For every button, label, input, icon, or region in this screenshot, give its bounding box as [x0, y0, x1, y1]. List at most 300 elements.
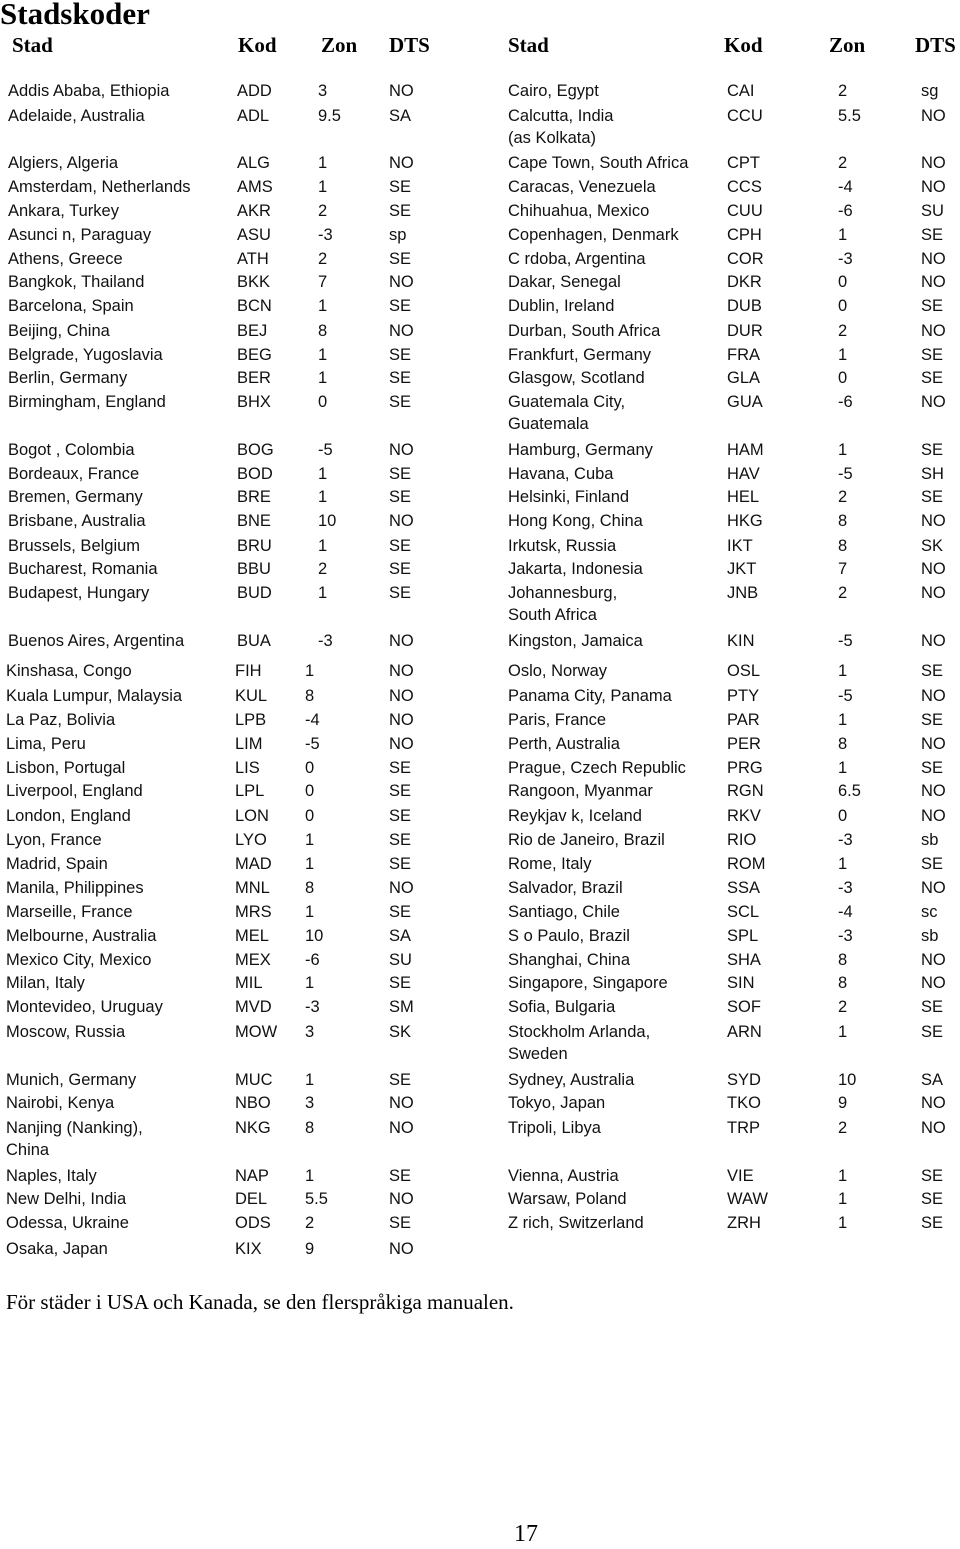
- left-code-text: ATH: [237, 250, 269, 268]
- left-dts-cell: [389, 1190, 414, 1209]
- right-dts-cell: [921, 782, 946, 801]
- left-city-text: Madrid, Spain: [6, 855, 108, 873]
- left-code-cell: [237, 82, 272, 101]
- left-code-cell: [237, 297, 272, 316]
- left-dts-text: SE: [389, 297, 412, 315]
- right-city-cell: [508, 202, 649, 221]
- right-city-text: Rangoon, Myanmar: [508, 782, 653, 800]
- right-dts-cell: [921, 82, 938, 101]
- right-zone-text: -5: [838, 465, 853, 483]
- right-zone-text: 7: [838, 560, 848, 578]
- left-dts-text: SA: [389, 927, 412, 945]
- right-code-cell: [727, 759, 763, 778]
- left-dts-text: SK: [389, 1023, 412, 1041]
- right-code-text: CUU: [727, 202, 763, 220]
- left-city-cell: [6, 1119, 143, 1160]
- left-zone-cell: [305, 951, 320, 970]
- right-city-cell: [508, 903, 620, 922]
- right-dts-cell: [921, 662, 943, 681]
- right-zone-cell: [838, 879, 853, 898]
- left-code-text: LYO: [235, 831, 267, 849]
- left-zone-text: -6: [305, 951, 320, 969]
- right-zone-text: -6: [838, 393, 853, 411]
- left-dts-cell: [389, 807, 411, 826]
- right-dts-cell: [921, 322, 946, 341]
- left-zone-text: 0: [305, 807, 315, 825]
- left-dts-text: NO: [389, 1190, 414, 1208]
- right-dts-cell: [921, 927, 938, 946]
- left-city-text: Belgrade, Yugoslavia: [8, 346, 163, 364]
- left-dts-cell: [389, 1094, 414, 1113]
- left-city-cell: [8, 632, 184, 651]
- left-zone-text: -5: [305, 735, 320, 753]
- left-code-cell: [237, 346, 272, 365]
- right-dts-text: NO: [921, 393, 946, 411]
- right-code-text: SYD: [727, 1071, 761, 1089]
- left-code-text: BUA: [237, 632, 271, 650]
- left-city-cell: [6, 1167, 97, 1186]
- left-city-text: Milan, Italy: [6, 974, 85, 992]
- right-city-text: Prague, Czech Republic: [508, 759, 686, 777]
- right-zone-cell: [838, 903, 853, 922]
- left-city-cell: [8, 297, 134, 316]
- left-city-cell: [6, 903, 133, 922]
- left-code-text: NKG: [235, 1119, 271, 1137]
- right-dts-cell: [921, 711, 943, 730]
- left-zone-text: 1: [318, 584, 328, 602]
- right-dts-cell: [921, 537, 943, 556]
- right-zone-text: 6.5: [838, 782, 861, 800]
- right-city-text: Vienna, Austria: [508, 1167, 619, 1185]
- right-city-cell: [508, 951, 630, 970]
- right-dts-cell: [921, 1023, 943, 1042]
- left-dts-cell: [389, 735, 414, 754]
- left-dts-cell: [389, 202, 411, 221]
- left-city-cell: [8, 560, 158, 579]
- left-code-text: ALG: [237, 154, 271, 172]
- right-code-cell: [727, 369, 760, 388]
- right-city-text: Singapore, Singapore: [508, 974, 668, 992]
- right-zone-cell: [838, 807, 847, 826]
- right-zone-cell: [838, 1023, 847, 1042]
- left-zone-cell: [305, 879, 314, 898]
- right-zone-text: 8: [838, 974, 848, 992]
- left-city-text: Odessa, Ukraine: [6, 1214, 129, 1232]
- left-dts-text: SE: [389, 369, 412, 387]
- right-dts-text: NO: [921, 512, 946, 530]
- left-city-text: Montevideo, Uruguay: [6, 998, 163, 1016]
- left-code-cell: [235, 831, 267, 850]
- left-dts-text: SE: [389, 202, 412, 220]
- left-city-text: London, England: [6, 807, 131, 825]
- right-code-cell: [727, 632, 755, 651]
- left-zone-text: 3: [318, 82, 328, 100]
- left-code-cell: [237, 107, 269, 126]
- right-code-cell: [727, 154, 760, 173]
- left-zone-cell: [318, 226, 333, 245]
- left-zone-cell: [305, 711, 320, 730]
- left-city-text: Melbourne, Australia: [6, 927, 157, 945]
- left-zone-text: 0: [305, 759, 315, 777]
- right-city-text: Glasgow, Scotland: [508, 369, 645, 387]
- left-code-text: NBO: [235, 1094, 271, 1112]
- left-dts-text: NO: [389, 273, 414, 291]
- right-code-text: HAV: [727, 465, 760, 483]
- left-code-text: KUL: [235, 687, 268, 705]
- right-city-continuation: South Africa: [508, 606, 597, 624]
- right-zone-cell: [838, 1190, 847, 1209]
- right-dts-text: NO: [921, 560, 946, 578]
- left-dts-cell: [389, 441, 414, 460]
- right-zone-text: 1: [838, 759, 848, 777]
- left-city-cell: [6, 974, 85, 993]
- right-city-text: Guatemala City,: [508, 393, 626, 411]
- right-zone-cell: [838, 226, 847, 245]
- left-zone-cell: [318, 107, 341, 126]
- right-code-cell: [727, 1071, 761, 1090]
- right-code-text: GLA: [727, 369, 761, 387]
- right-city-cell: [508, 759, 686, 778]
- left-dts-cell: [389, 662, 414, 681]
- right-code-text: FRA: [727, 346, 760, 364]
- left-zone-text: 8: [305, 879, 315, 897]
- left-city-text: Athens, Greece: [8, 250, 123, 268]
- right-code-text: RIO: [727, 831, 757, 849]
- right-city-cell: [508, 178, 656, 197]
- right-city-cell: [508, 537, 616, 556]
- left-city-text: Kinshasa, Congo: [6, 662, 132, 680]
- left-city-cell: [8, 250, 123, 269]
- right-zone-text: 0: [838, 369, 848, 387]
- left-zone-cell: [305, 998, 320, 1017]
- left-code-cell: [235, 662, 262, 681]
- right-city-text: Warsaw, Poland: [508, 1190, 627, 1208]
- right-code-text: SOF: [727, 998, 761, 1016]
- left-city-cell: [6, 807, 131, 826]
- left-dts-text: SM: [389, 998, 414, 1016]
- right-zone-cell: [838, 297, 847, 316]
- left-zone-text: 3: [305, 1094, 315, 1112]
- left-dts-cell: [389, 974, 411, 993]
- right-zone-text: 2: [838, 1119, 848, 1137]
- right-city-text: Rome, Italy: [508, 855, 592, 873]
- right-dts-cell: [921, 632, 946, 651]
- left-code-text: AMS: [237, 178, 273, 196]
- right-dts-cell: [921, 465, 944, 484]
- right-city-continuation: Sweden: [508, 1045, 568, 1063]
- left-zone-cell: [318, 297, 327, 316]
- left-code-cell: [235, 711, 266, 730]
- right-city-cell: [508, 1214, 644, 1233]
- left-zone-text: 1: [318, 465, 328, 483]
- right-dts-text: SE: [921, 441, 944, 459]
- right-zone-cell: [838, 1119, 847, 1138]
- left-city-cell: [6, 927, 156, 946]
- right-code-text: HEL: [727, 488, 760, 506]
- right-dts-cell: [921, 687, 946, 706]
- header-city-left: Stad: [12, 33, 53, 57]
- right-zone-cell: [838, 998, 847, 1017]
- left-dts-text: NO: [389, 441, 414, 459]
- right-code-text: ARN: [727, 1023, 762, 1041]
- right-zone-cell: [838, 178, 853, 197]
- right-code-cell: [727, 465, 760, 484]
- right-city-text: Calcutta, India: [508, 107, 614, 125]
- left-zone-text: -3: [318, 226, 333, 244]
- right-city-cell: [508, 1094, 605, 1113]
- right-code-cell: [727, 441, 764, 460]
- left-city-cell: [8, 512, 146, 531]
- left-dts-cell: [389, 322, 414, 341]
- left-city-cell: [6, 735, 86, 754]
- right-city-cell: [508, 369, 645, 388]
- right-code-cell: [727, 1214, 761, 1233]
- right-code-cell: [727, 107, 763, 126]
- right-city-text: Irkutsk, Russia: [508, 537, 617, 555]
- header-city-right: Stad: [508, 33, 549, 57]
- right-city-cell: [508, 632, 643, 651]
- right-code-text: JKT: [727, 560, 757, 578]
- right-zone-cell: [838, 107, 861, 126]
- left-city-text: Brisbane, Australia: [8, 512, 146, 530]
- left-code-cell: [237, 202, 271, 221]
- left-city-text: Mexico City, Mexico: [6, 951, 152, 969]
- right-code-text: IKT: [727, 537, 753, 555]
- right-dts-text: NO: [921, 322, 946, 340]
- right-zone-text: 1: [838, 711, 848, 729]
- right-zone-cell: [838, 393, 853, 412]
- left-dts-cell: [389, 512, 414, 531]
- right-dts-cell: [921, 584, 946, 603]
- left-zone-cell: [305, 927, 323, 946]
- right-dts-cell: [921, 202, 944, 221]
- left-dts-text: SE: [389, 807, 412, 825]
- right-zone-cell: [838, 735, 847, 754]
- right-dts-text: SH: [921, 465, 944, 483]
- left-city-text: New Delhi, India: [6, 1190, 127, 1208]
- right-zone-text: 1: [838, 855, 848, 873]
- right-zone-text: -3: [838, 879, 853, 897]
- left-city-text: Berlin, Germany: [8, 369, 128, 387]
- left-city-text: Osaka, Japan: [6, 1240, 108, 1258]
- right-city-text: Shanghai, China: [508, 951, 631, 969]
- right-dts-text: NO: [921, 782, 946, 800]
- left-code-cell: [237, 584, 272, 603]
- left-code-cell: [237, 273, 270, 292]
- right-city-cell: [508, 465, 614, 484]
- left-zone-text: 1: [305, 974, 315, 992]
- left-code-text: MAD: [235, 855, 272, 873]
- left-zone-cell: [305, 831, 314, 850]
- left-dts-cell: [389, 584, 411, 603]
- right-code-text: HAM: [727, 441, 764, 459]
- left-code-cell: [235, 1240, 262, 1259]
- left-zone-text: 8: [305, 687, 315, 705]
- right-zone-text: -3: [838, 927, 853, 945]
- left-dts-text: SE: [389, 831, 412, 849]
- right-code-text: WAW: [727, 1190, 768, 1208]
- left-code-text: FIH: [235, 662, 262, 680]
- right-code-text: RGN: [727, 782, 764, 800]
- right-dts-text: NO: [921, 735, 946, 753]
- right-dts-cell: [921, 346, 943, 365]
- right-zone-text: 0: [838, 807, 848, 825]
- right-code-text: SSA: [727, 879, 761, 897]
- right-dts-text: SE: [921, 1023, 944, 1041]
- right-dts-text: SE: [921, 369, 944, 387]
- left-city-text: Lima, Peru: [6, 735, 86, 753]
- left-zone-cell: [318, 273, 327, 292]
- left-city-cell: [8, 488, 143, 507]
- right-code-text: OSL: [727, 662, 761, 680]
- right-dts-cell: [921, 560, 946, 579]
- right-zone-cell: [838, 1071, 856, 1090]
- left-city-text: Munich, Germany: [6, 1071, 137, 1089]
- right-city-cell: [508, 393, 625, 434]
- right-zone-cell: [838, 488, 847, 507]
- right-code-cell: [727, 226, 762, 245]
- right-code-cell: [727, 927, 758, 946]
- right-code-cell: [727, 1094, 761, 1113]
- right-code-cell: [727, 903, 759, 922]
- left-code-text: ADL: [237, 107, 270, 125]
- left-code-text: BER: [237, 369, 271, 387]
- right-code-cell: [727, 951, 761, 970]
- left-dts-text: NO: [389, 154, 414, 172]
- left-code-text: MNL: [235, 879, 270, 897]
- left-zone-text: 0: [305, 782, 315, 800]
- left-dts-cell: [389, 250, 411, 269]
- left-city-cell: [8, 346, 163, 365]
- left-city-cell: [6, 1240, 108, 1259]
- left-dts-cell: [389, 346, 411, 365]
- left-city-cell: [6, 1190, 126, 1209]
- left-zone-cell: [318, 632, 333, 651]
- left-city-text: Algiers, Algeria: [8, 154, 119, 172]
- right-zone-cell: [838, 1167, 847, 1186]
- left-dts-text: NO: [389, 632, 414, 650]
- left-dts-cell: [389, 226, 406, 245]
- right-zone-text: -3: [838, 831, 853, 849]
- left-zone-text: 0: [318, 393, 328, 411]
- right-zone-cell: [838, 154, 847, 173]
- left-city-text: Lyon, France: [6, 831, 102, 849]
- right-code-text: RKV: [727, 807, 761, 825]
- left-zone-text: 1: [305, 1071, 315, 1089]
- left-zone-cell: [318, 393, 327, 412]
- left-city-cell: [6, 782, 143, 801]
- left-dts-text: NO: [389, 1240, 414, 1258]
- right-dts-cell: [921, 1094, 946, 1113]
- left-dts-text: SE: [389, 560, 412, 578]
- left-dts-text: SA: [389, 107, 412, 125]
- left-city-cell: [6, 662, 132, 681]
- right-zone-text: 0: [838, 273, 848, 291]
- left-dts-cell: [389, 632, 414, 651]
- right-dts-text: SE: [921, 855, 944, 873]
- left-dts-text: SU: [389, 951, 412, 969]
- right-city-cell: [508, 1190, 627, 1209]
- left-dts-cell: [389, 393, 411, 412]
- left-dts-cell: [389, 488, 411, 507]
- right-zone-text: 8: [838, 537, 848, 555]
- right-zone-text: 8: [838, 512, 848, 530]
- right-code-text: SIN: [727, 974, 755, 992]
- left-dts-text: SE: [389, 1167, 412, 1185]
- right-zone-text: 1: [838, 1023, 848, 1041]
- right-code-text: DUR: [727, 322, 763, 340]
- right-city-cell: [508, 154, 688, 173]
- right-zone-cell: [838, 512, 847, 531]
- right-city-text: Paris, France: [508, 711, 607, 729]
- right-code-text: PAR: [727, 711, 760, 729]
- right-dts-cell: [921, 441, 943, 460]
- right-dts-cell: [921, 831, 938, 850]
- right-code-text: CPH: [727, 226, 762, 244]
- right-dts-text: SE: [921, 488, 944, 506]
- right-dts-cell: [921, 488, 943, 507]
- left-code-text: LIS: [235, 759, 260, 777]
- left-zone-text: 1: [305, 1167, 315, 1185]
- left-city-text: Birmingham, England: [8, 393, 166, 411]
- right-zone-cell: [838, 322, 847, 341]
- left-city-cell: [6, 1023, 125, 1042]
- right-zone-cell: [838, 951, 847, 970]
- right-code-cell: [727, 1023, 762, 1042]
- right-city-text: Helsinki, Finland: [508, 488, 630, 506]
- right-zone-cell: [838, 632, 853, 651]
- right-zone-cell: [838, 687, 853, 706]
- right-zone-text: 1: [838, 1190, 848, 1208]
- left-code-text: BCN: [237, 297, 272, 315]
- right-zone-text: 10: [838, 1071, 857, 1089]
- right-code-text: PRG: [727, 759, 763, 777]
- right-code-text: CCS: [727, 178, 762, 196]
- right-dts-text: NO: [921, 584, 946, 602]
- left-code-text: BRE: [237, 488, 271, 506]
- left-dts-text: SE: [389, 1071, 412, 1089]
- right-zone-cell: [838, 782, 861, 801]
- left-dts-text: SE: [389, 974, 412, 992]
- left-zone-cell: [305, 1167, 314, 1186]
- left-zone-cell: [318, 441, 333, 460]
- right-dts-text: SK: [921, 537, 944, 555]
- left-zone-cell: [305, 1071, 314, 1090]
- left-city-text: Bordeaux, France: [8, 465, 140, 483]
- right-city-text: Santiago, Chile: [508, 903, 620, 921]
- right-code-cell: [727, 782, 764, 801]
- left-dts-cell: [389, 1214, 411, 1233]
- left-zone-cell: [305, 735, 320, 754]
- left-city-cell: [8, 202, 119, 221]
- right-dts-text: SE: [921, 346, 944, 364]
- right-zone-cell: [838, 855, 847, 874]
- left-dts-cell: [389, 831, 411, 850]
- left-zone-text: 5.5: [305, 1190, 328, 1208]
- right-zone-cell: [838, 465, 853, 484]
- right-dts-text: SE: [921, 1167, 944, 1185]
- right-dts-cell: [921, 1190, 943, 1209]
- left-dts-cell: [389, 178, 411, 197]
- left-city-cell: [8, 154, 118, 173]
- left-dts-cell: [389, 782, 411, 801]
- right-code-cell: [727, 512, 763, 531]
- left-zone-text: 10: [318, 512, 337, 530]
- footnote: För städer i USA och Kanada, se den flerspråkiga manualen.: [6, 1290, 514, 1314]
- right-city-continuation: (as Kolkata): [508, 129, 597, 147]
- right-zone-text: 1: [838, 346, 848, 364]
- left-dts-text: SE: [389, 465, 412, 483]
